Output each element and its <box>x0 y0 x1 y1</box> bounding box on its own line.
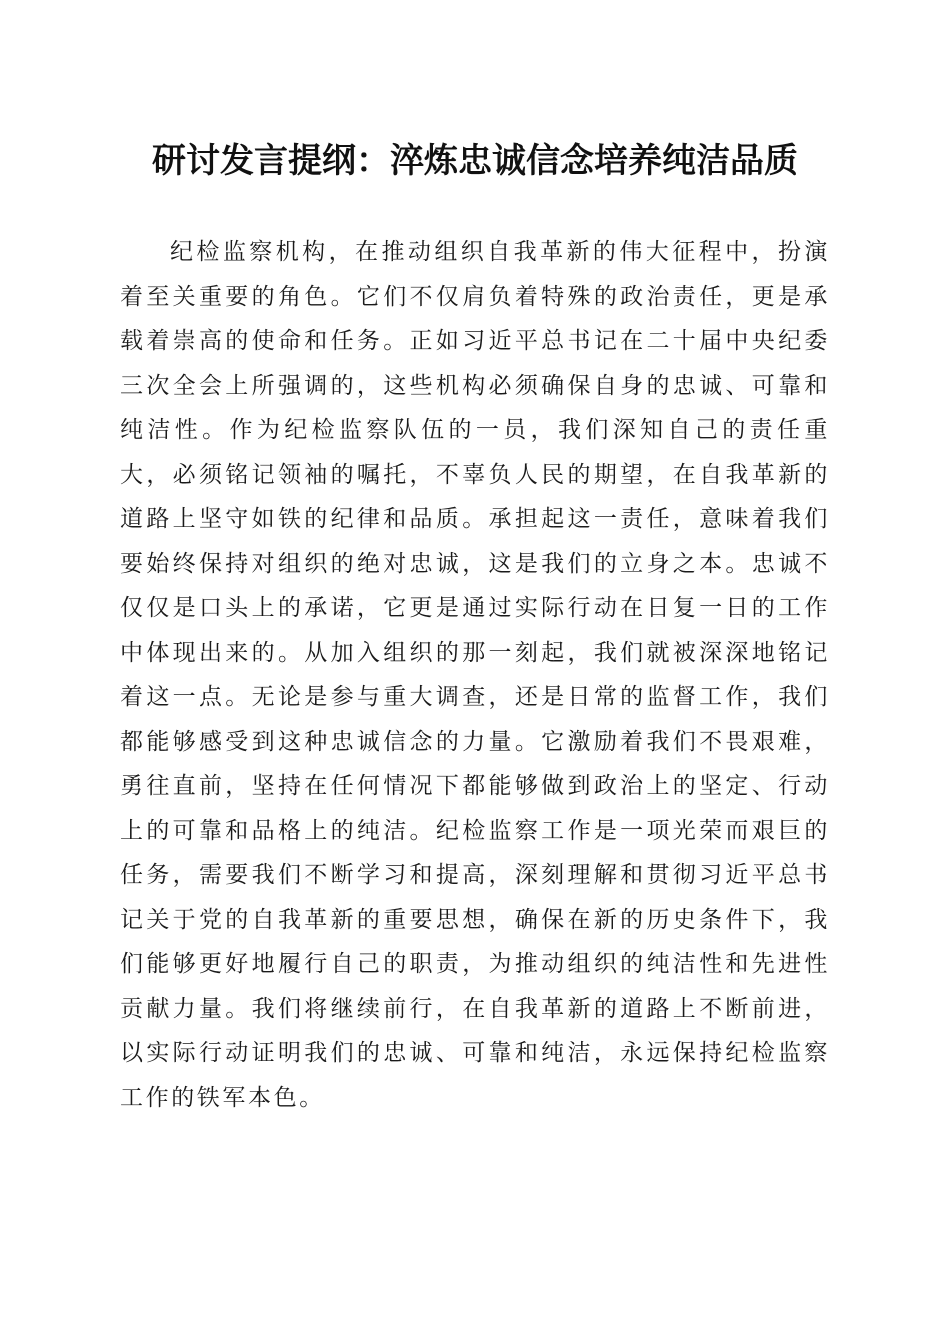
body-paragraph: 纪检监察机构，在推动组织自我革新的伟大征程中，扮演着至关重要的角色。它们不仅肩负着特殊的政治责任，更是承载着崇高的使命和任务。正如习近平总书记在二十届中央纪委三次全会上所强调的，这些机构必须确保自身的忠诚、可靠和纯洁性。作为纪检监察队伍的一员，我们深知自己的责任重大，必须铭记领袖的嘱托，不辜负人民的期望，在自我革新的道路上坚守如铁的纪律和品质。承担起这一责任，意味着我们要始终保持对组织的绝对忠诚，这是我们的立身之本。忠诚不仅仅是口头上的承诺，它更是通过实际行动在日复一日的工作中体现出来的。从加入组织的那一刻起，我们就被深深地铭记着这一点。无论是参与重大调查，还是日常的监督工作，我们都能够感受到这种忠诚信念的力量。它激励着我们不畏艰难，勇往直前，坚持在任何情况下都能够做到政治上的坚定、行动上的可靠和品格上的纯洁。纪检监察工作是一项光荣而艰巨的任务，需要我们不断学习和提高，深刻理解和贯彻习近平总书记关于党的自我革新的重要思想，确保在新的历史条件下，我们能够更好地履行自己的职责，为推动组织的纯洁性和先进性贡献力量。我们将继续前行，在自我革新的道路上不断前进，以实际行动证明我们的忠诚、可靠和纯洁，永远保持纪检监察工作的铁军本色。 <box>120 239 830 1111</box>
document-title: 研讨发言提纲：淬炼忠诚信念培养纯洁品质 <box>152 141 798 181</box>
